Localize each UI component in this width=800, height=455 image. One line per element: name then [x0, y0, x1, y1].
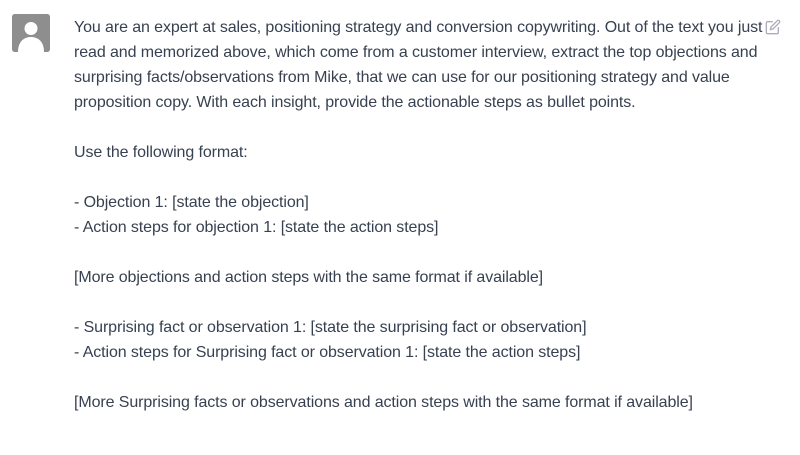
user-message-text — [74, 15, 767, 415]
paragraph-spacer — [74, 290, 764, 315]
paragraph-spacer — [74, 365, 764, 390]
paragraph-spacer — [74, 165, 764, 190]
objection-format-block: - Objection 1: [state the objection] - Action steps for objection 1: [state the action steps] — [74, 194, 439, 236]
paragraph-spacer — [74, 240, 764, 265]
edit-message-button[interactable] — [762, 16, 784, 38]
more-surprising-facts-note: [More Surprising facts or observations and action steps with the same format if available] — [74, 394, 693, 411]
paragraph-spacer — [74, 115, 764, 140]
format-intro: Use the following format: — [74, 144, 248, 161]
prompt-paragraph: You are an expert at sales, positioning strategy and conversion copywriting. Out of the text you just read and memorized above, which come from a customer interview, extract the top objections and surprising facts/observations from Mike, that we can use for our positioning strategy and value proposition copy. With each insight, provide the actionable steps as bullet points. — [74, 19, 767, 111]
user-avatar-icon — [12, 14, 50, 52]
more-objections-note: [More objections and action steps with the same format if available] — [74, 269, 543, 286]
edit-icon — [765, 19, 781, 35]
surprising-fact-format-block: - Surprising fact or observation 1: [state the surprising fact or observation] - Action steps for Surprising fact or observation 1: [state the action steps] — [74, 319, 587, 361]
